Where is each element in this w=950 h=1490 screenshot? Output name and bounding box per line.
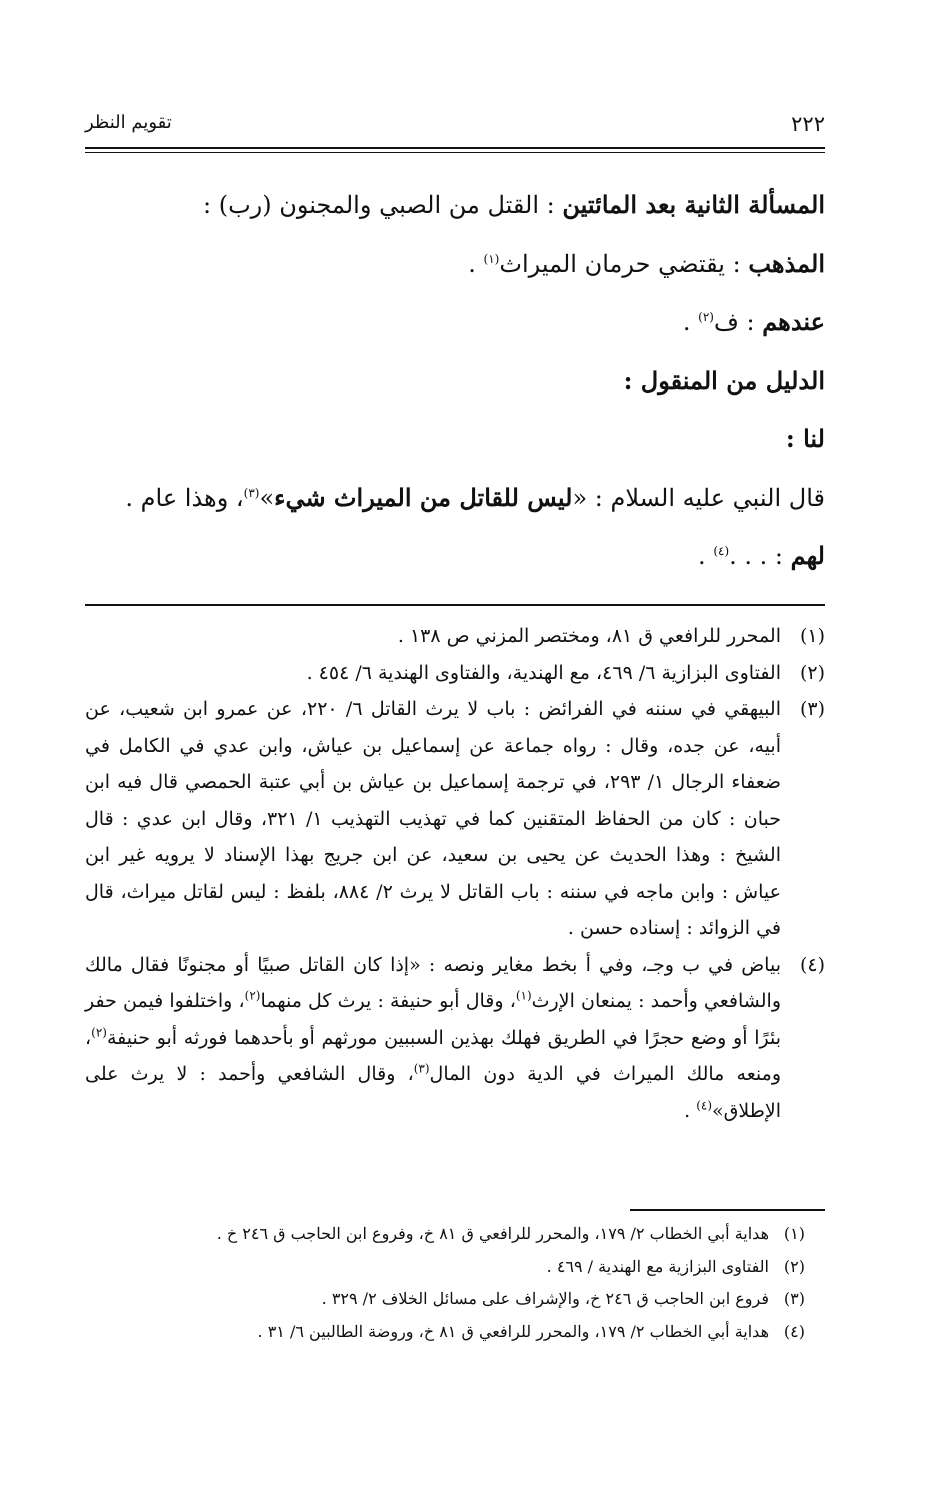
subnote-ref-3[interactable]: (٣) (413, 1061, 430, 1076)
subnote-text: هداية أبي الخطاب ٢/ ١٧٩، والمحرر للرافعي ق ٨١ خ، وروضة الطالبين ٦/ ٣١ . (257, 1321, 769, 1341)
issue-subject: : القتل من الصبي والمجنون (رب) : (202, 191, 555, 219)
page-number: ٢٢٢ (791, 112, 825, 136)
issue-title: المسألة الثانية بعد المائتين (562, 190, 825, 219)
footnote-1 (85, 618, 825, 655)
madhab-text: : يقتضي حرمان الميراث (499, 249, 741, 278)
subnote-ref-2b[interactable]: (٢) (91, 1025, 107, 1040)
madhab-end: . (468, 249, 484, 278)
hadith-intro: قال النبي عليه السلام : « (572, 483, 825, 512)
subnote-number: (٤) (783, 1321, 805, 1341)
subnote-3 (85, 1283, 805, 1316)
hadith-end: ، وهذا عام . (125, 483, 244, 512)
header-rule-top (85, 147, 825, 149)
issue-title-line (85, 176, 825, 235)
subnote-number: (٣) (783, 1289, 805, 1308)
footnote-ref-2[interactable]: (٢) (698, 310, 714, 324)
footnote-number: (٢) (799, 661, 825, 684)
footnote-text: البيهقي في سننه في الفرائض : باب لا يرث القاتل ٦/ ٢٢٠، عن عمرو ابن شعيب، عن أبيه، عن جده، وقال : رواه جماعة عن إسماعيل بن عياش، وابن عدي في الكامل في ضعفاء الرجال ١/ ٢٩٣، في ترجمة إسماعيل بن عياش بن أبي عتبة الحمصي قال فيه ابن حبان : كان من الحفاظ المتقنين كما في تهذيب التهذيب ١/ ٣٢١، وقال ابن عدي : قال الشيخ : وهذا الحديث عن يحيى بن سعيد، عن ابن جريج بهذا الإسناد لا يرويه غير ابن عياش : وابن ماجه في سننه : باب القاتل لا يرث ٢/ ٨٨٤، بلفظ : ليس لقاتل ميراث، قال في الزوائد : إسناده حسن . (85, 698, 781, 939)
opponents-end: . (682, 308, 699, 336)
footnote-4-part1: بياض في ب وجـ، وفي أ بخط مغاير ونصه : «إذا كان القاتل صبيًا أو مجنونًا فقال مالك والشافعي وأحمد : يمنعان الإرث (85, 953, 781, 1012)
subnote-text: هداية أبي الخطاب ٢/ ١٧٩، والمحرر للرافعي ق ٨١ خ، وفروع ابن الحاجب ق ٢٤٦ خ . (216, 1224, 769, 1243)
footnote-4-part4: ، ومنعه مالك الميراث في الدية دون المال (85, 1026, 781, 1085)
theirs-line (85, 527, 825, 586)
footnote-text (85, 947, 781, 1130)
subnote-ref-1[interactable]: (١) (515, 988, 532, 1003)
subnote-ref-2[interactable]: (٢) (244, 988, 261, 1003)
subnotes (85, 1218, 805, 1348)
hadith-close: » (259, 483, 275, 512)
subnote-ref-4[interactable]: (٤) (696, 1098, 713, 1113)
footnote-number: (١) (799, 625, 825, 647)
footnote-text: الفتاوى البزازية ٦/ ٤٦٩، مع الهندية، والفتاوى الهندية ٦/ ٤٥٤ . (306, 661, 781, 684)
theirs-label: لهم (790, 541, 825, 570)
footnote-4-part2: ، وقال أبو حنيفة : يرث كل منهما (260, 990, 516, 1012)
footnote-ref-1[interactable]: (١) (483, 251, 500, 266)
theirs-text: : . . . (729, 542, 783, 570)
main-text (85, 176, 825, 586)
footnote-3 (85, 691, 825, 947)
opponents-text: : ف (713, 308, 755, 336)
evidence-heading-line (85, 352, 825, 411)
footnotes (85, 618, 825, 1129)
madhab-line (85, 235, 825, 294)
opponents-line (85, 293, 825, 352)
madhab-label: المذهب (748, 248, 825, 278)
page-header (85, 112, 825, 142)
ours-heading: لنا : (785, 424, 825, 453)
subnote-number: (١) (783, 1224, 805, 1243)
footnote-ref-3[interactable]: (٣) (243, 485, 260, 500)
subnote-text: الفتاوى البزازية مع الهندية / ٤٦٩ . (546, 1256, 769, 1276)
ours-heading-line (85, 410, 825, 469)
footnote-4 (85, 947, 825, 1130)
footnote-4-part6: . (684, 1099, 697, 1122)
theirs-end: . (698, 542, 714, 570)
subnote-2 (85, 1251, 805, 1284)
subnote-4 (85, 1316, 805, 1349)
hadith-text: ليس للقاتل من الميراث شيء (274, 482, 573, 512)
footnote-text: المحرر للرافعي ق ٨١، ومختصر المزني ص ١٣٨ . (397, 625, 781, 647)
footnote-4-part3: ، واختلفوا فيمن حفر بئرًا أو وضع حجرًا في الطريق فهلك بهذين السببين مورثهم أو بأحدهما فورثه أبو حنيفة (85, 990, 781, 1049)
footnote-number: (٣) (799, 698, 825, 720)
subnote-number: (٢) (783, 1256, 805, 1276)
footnote-2 (85, 655, 825, 692)
opponents-label: عندهم (762, 307, 825, 336)
subnote-1 (85, 1218, 805, 1251)
footnote-separator (85, 604, 825, 606)
header-rule-bottom (85, 152, 825, 153)
footnote-number: (٤) (799, 953, 825, 976)
evidence-heading: الدليل من المنقول : (623, 365, 825, 395)
subnote-text: فروع ابن الحاجب ق ٢٤٦ خ، والإشراف على مسائل الخلاف ٢/ ٣٢٩ . (321, 1289, 769, 1308)
subnote-separator (630, 1209, 825, 1211)
book-page (85, 0, 825, 1490)
footnote-4-part5: ، وقال الشافعي وأحمد : لا يرث على الإطلاق» (85, 1063, 781, 1122)
footnote-ref-4[interactable]: (٤) (713, 544, 730, 558)
running-title: تقويم النظر (85, 112, 172, 133)
hadith-line (85, 469, 825, 528)
